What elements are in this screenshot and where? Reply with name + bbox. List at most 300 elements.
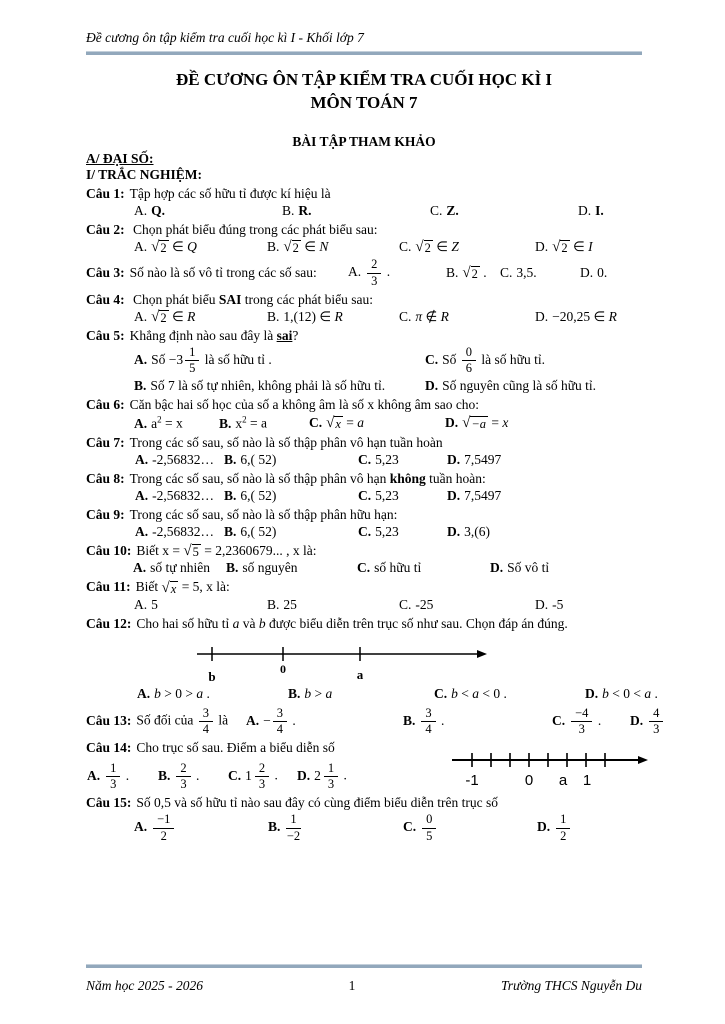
text-token: = 5, x là: — [178, 579, 230, 595]
option-content — [152, 524, 214, 539]
option-key: D. — [447, 523, 461, 539]
option-12-C — [434, 686, 585, 702]
option-content — [151, 597, 158, 612]
square-root — [326, 416, 343, 431]
option-key: B. — [224, 451, 237, 467]
question-text — [86, 578, 642, 595]
option-content — [263, 705, 296, 736]
option-content — [552, 309, 617, 324]
text-token: = — [488, 414, 503, 430]
text-token: . — [192, 767, 200, 783]
option-content — [552, 597, 563, 612]
text-token: số nguyên — [242, 560, 298, 576]
question-text — [86, 470, 642, 487]
option-key: A. — [134, 596, 148, 612]
text-token: I — [588, 239, 593, 254]
text-token: − — [263, 712, 271, 728]
text-token: a — [357, 414, 365, 430]
text-token: = — [342, 414, 358, 430]
options-row — [86, 685, 658, 702]
question-label: Câu 13: — [86, 712, 132, 728]
question-label: Câu 7: — [86, 434, 125, 450]
text-token: > 0 > — [160, 685, 197, 701]
option-content — [174, 761, 200, 792]
text-token: Z — [451, 239, 459, 254]
option-content — [283, 597, 297, 612]
option-key: B. — [219, 415, 232, 431]
option-key: D. — [537, 819, 551, 835]
footer-page-number: 1 — [348, 978, 356, 993]
text-token: −20,25 ∈ — [552, 308, 609, 324]
option-key: C. — [358, 523, 372, 539]
fraction-numerator: 1 — [185, 346, 199, 361]
option-key: B. — [267, 596, 280, 612]
text-token: số tự nhiên — [150, 560, 210, 576]
text-token: Q. — [151, 203, 166, 218]
question-2 — [86, 221, 642, 255]
option-content — [283, 309, 342, 324]
option-key: C. — [358, 487, 372, 503]
option-content — [245, 761, 278, 792]
option-3-D — [580, 265, 607, 280]
option-9-A — [135, 524, 224, 540]
option-key: D. — [425, 378, 439, 394]
text-token: là số hữu tỉ . — [201, 351, 272, 367]
text-token: số hữu tỉ — [374, 560, 422, 576]
option-content — [420, 812, 438, 843]
text-token: Trong các số sau, số nào là số thập phân vô hạn tuần hoàn — [129, 434, 443, 450]
option-content — [595, 203, 604, 218]
option-13-A — [246, 705, 296, 736]
option-key: C. — [434, 685, 448, 701]
option-content — [464, 452, 501, 467]
option-key: D. — [535, 239, 549, 254]
fraction — [421, 707, 435, 736]
option-key: A. — [135, 523, 149, 539]
page-header — [86, 30, 642, 55]
option-2-C — [399, 239, 535, 255]
power-exponent: 2 — [242, 414, 247, 425]
question-text-and-options — [86, 739, 426, 792]
option-1-A — [134, 203, 282, 219]
text-token: b — [258, 615, 266, 631]
option-key: A. — [348, 264, 362, 280]
question-inline-row — [86, 257, 642, 288]
option-content — [442, 378, 596, 393]
options-row — [86, 597, 642, 613]
text-token: tuần hoàn: — [425, 470, 486, 486]
axis-label: 0 — [280, 661, 286, 676]
square-root — [552, 240, 569, 255]
question-text — [86, 615, 642, 632]
square-root — [462, 416, 488, 431]
option-key: D. — [535, 308, 549, 324]
text-token: là số hữu tỉ. — [478, 351, 545, 367]
option-12-D — [585, 686, 658, 702]
fraction-numerator: 2 — [255, 762, 269, 777]
radicand: −a — [471, 417, 487, 432]
option-content — [451, 686, 507, 701]
fraction-numerator: 4 — [649, 707, 663, 722]
radical-sign: √ — [161, 579, 170, 596]
option-key: C. — [399, 308, 412, 324]
square-root — [415, 240, 432, 255]
text-token: Q — [187, 239, 197, 254]
text-token: I. — [595, 203, 604, 218]
question-label: Câu 9: — [86, 506, 125, 522]
text-token: Trong các số sau, số nào là số thập phân vô hạn — [129, 470, 390, 486]
text-token: Biết — [135, 579, 162, 595]
text-token: b — [154, 685, 161, 701]
fraction-numerator: 1 — [106, 762, 120, 777]
option-3-C — [500, 265, 537, 280]
option-8-C — [358, 488, 447, 504]
question-label: Câu 14: — [86, 740, 132, 756]
questions-list — [86, 185, 660, 844]
option-key: B. — [134, 378, 147, 394]
option-content — [304, 686, 332, 701]
option-7-C — [358, 452, 447, 468]
option-4-D — [535, 309, 642, 325]
text-token: 6,( 52) — [240, 487, 277, 503]
radical-sign: √ — [415, 239, 424, 256]
fraction — [199, 707, 213, 736]
option-content — [298, 203, 311, 218]
section-dai-so: A/ ĐẠI SỐ: — [86, 151, 154, 166]
text-token: = 2,2360679... , x là: — [200, 542, 317, 558]
options-row — [86, 524, 642, 540]
options-row — [86, 452, 642, 468]
question-text — [86, 396, 642, 413]
text-token: Căn bậc hai số học của số a không âm là số x không âm sao cho: — [129, 397, 480, 413]
options-row — [86, 239, 642, 255]
text-token: a — [325, 685, 333, 701]
fraction-numerator: 1 — [286, 813, 300, 828]
option-content — [154, 686, 210, 701]
option-content — [283, 239, 328, 254]
title-line-2: MÔN TOÁN 7 — [310, 93, 418, 112]
fraction — [556, 813, 570, 842]
question-inline-row — [86, 705, 660, 737]
document-title — [86, 68, 642, 114]
mixed-number — [245, 761, 271, 792]
radicand: 2 — [292, 241, 299, 256]
option-14-C — [228, 761, 297, 792]
option-3-B — [446, 265, 487, 280]
option-key: D. — [445, 414, 459, 430]
option-key: C. — [309, 414, 323, 430]
axis-label: a — [356, 666, 364, 682]
option-11-A — [134, 597, 267, 613]
option-6-B — [219, 414, 309, 432]
option-content — [552, 239, 593, 254]
subtitle: BÀI TẬP THAM KHẢO — [292, 134, 436, 149]
page-footer — [86, 964, 642, 994]
question-text — [86, 506, 642, 523]
fraction-numerator: 0 — [462, 346, 476, 361]
text-token: là — [215, 712, 229, 728]
option-key: D. — [535, 596, 549, 612]
option-2-A — [134, 239, 267, 255]
axis-label: a — [558, 772, 568, 790]
text-token: 3,5. — [516, 265, 537, 281]
option-6-D — [445, 415, 642, 431]
option-content — [284, 812, 302, 843]
option-13-D — [630, 705, 665, 736]
options-row — [86, 812, 642, 843]
option-content — [151, 239, 197, 254]
option-content — [464, 488, 501, 503]
option-key: B. — [267, 308, 280, 324]
options-row — [86, 761, 426, 792]
option-key: A. — [134, 415, 148, 431]
option-4-B — [267, 309, 399, 325]
option-key: D. — [580, 265, 594, 281]
option-10-B — [226, 560, 357, 576]
fraction-denominator: 4 — [276, 722, 283, 736]
text-token: Số −3 — [151, 351, 184, 367]
text-token: x — [502, 414, 509, 430]
option-content — [151, 345, 272, 376]
text-token: a — [232, 615, 240, 631]
text-token: . — [594, 712, 602, 728]
question-14 — [86, 739, 642, 792]
text-token: Số vô tỉ — [507, 560, 550, 576]
question-label: Câu 10: — [86, 542, 132, 558]
option-key: A. — [135, 487, 149, 503]
mixed-number — [314, 761, 340, 792]
power-base: a — [151, 415, 158, 431]
option-key: B. — [268, 819, 281, 835]
radical-sign: √ — [183, 543, 192, 560]
text-token: ∈ — [300, 239, 320, 254]
option-8-B — [224, 488, 358, 504]
fraction-denominator: 6 — [465, 361, 473, 376]
text-token: Cho hai số hữu tỉ — [136, 615, 233, 631]
text-token: -2,56832… — [152, 487, 214, 503]
text-token: 5,23 — [375, 523, 399, 539]
option-content — [647, 705, 665, 736]
fraction — [571, 707, 592, 736]
option-content — [516, 265, 536, 280]
option-content — [240, 452, 276, 467]
question-text — [86, 265, 348, 281]
text-token: 5,23 — [375, 451, 399, 467]
text-token: Số 7 là số tự nhiên, không phải là số hữu tỉ. — [150, 378, 386, 394]
option-11-D — [535, 597, 642, 613]
text-token: > — [311, 685, 326, 701]
radicand: x — [170, 581, 177, 596]
question-text — [86, 434, 642, 451]
fraction-denominator: 5 — [426, 828, 433, 843]
fraction-denominator: 3 — [371, 273, 378, 288]
option-key: D. — [297, 767, 311, 783]
text-token: 7,5497 — [464, 451, 502, 467]
option-key: A. — [134, 203, 148, 218]
text-token: Chọn phát biểu — [129, 291, 219, 307]
option-content — [415, 597, 433, 612]
square-root — [151, 240, 168, 255]
text-token: . — [203, 685, 210, 701]
option-content — [374, 560, 421, 575]
text-token: ∈ — [432, 239, 452, 254]
square-root — [151, 310, 168, 325]
fraction-numerator: 1 — [556, 813, 570, 828]
question-label: Câu 12: — [86, 615, 132, 631]
question-1 — [86, 185, 642, 219]
question-8 — [86, 470, 642, 504]
option-key: C. — [228, 767, 242, 783]
option-3-A — [348, 257, 391, 288]
text-token: -25 — [415, 596, 434, 612]
text-token: a — [196, 685, 204, 701]
option-14-D — [297, 761, 426, 792]
option-key: A. — [246, 712, 260, 728]
option-content — [104, 761, 130, 792]
option-key: A. — [87, 767, 101, 783]
power-exponent: 2 — [157, 414, 162, 425]
radicand: x — [335, 417, 341, 432]
square-root — [462, 266, 479, 281]
text-token: 1,(12) ∈ — [283, 308, 335, 324]
text-token: Số — [442, 351, 460, 367]
fraction-denominator: 3 — [578, 722, 585, 736]
question-text — [86, 291, 642, 308]
radical-sign: √ — [552, 239, 561, 256]
options-row — [86, 414, 642, 432]
option-key: A. — [137, 685, 151, 701]
fraction — [367, 258, 381, 287]
option-key: B. — [226, 560, 239, 576]
option-14-A — [87, 761, 158, 792]
text-token: R — [187, 308, 196, 324]
option-key: C. — [552, 712, 566, 728]
option-key: B. — [224, 487, 237, 503]
option-key: C. — [399, 596, 412, 612]
text-token: . — [479, 264, 487, 280]
number-line-b0a — [195, 638, 495, 684]
option-key: D. — [447, 451, 461, 467]
text-token: Trong các số sau, số nào là số thập phân hữu hạn: — [129, 506, 398, 522]
option-content — [597, 265, 607, 280]
text-token: ∈ — [569, 239, 589, 254]
option-key: D. — [630, 712, 644, 728]
text-token: Z. — [446, 203, 459, 218]
footer-school-year: Năm học 2025 - 2026 — [86, 978, 203, 993]
text-token: b — [451, 685, 458, 701]
option-8-A — [135, 488, 224, 504]
text-token: ∉ — [425, 308, 441, 324]
fraction-numerator: 2 — [176, 762, 190, 777]
option-content — [464, 524, 490, 539]
text-token: 7,5497 — [464, 487, 502, 503]
radical-sign: √ — [151, 239, 160, 256]
option-key: A. — [134, 819, 148, 835]
option-key: C. — [500, 265, 513, 281]
header-rule — [86, 51, 642, 55]
option-10-C — [357, 560, 490, 576]
fraction-denominator: 5 — [189, 361, 196, 376]
text-token: R — [334, 308, 343, 324]
option-content — [314, 761, 347, 792]
option-content — [569, 705, 602, 736]
number-line-a-between-0-1 — [452, 748, 652, 790]
question-text — [86, 706, 246, 737]
option-key: B. — [282, 203, 295, 218]
option-12-A — [137, 686, 288, 702]
option-key: D. — [578, 203, 592, 218]
text-token: -2,56832… — [152, 523, 214, 539]
question-text — [86, 739, 426, 756]
option-key: C. — [357, 560, 371, 576]
option-content — [442, 345, 545, 376]
text-token: -2,56832… — [152, 451, 214, 467]
text-token: trong các phát biểu sau: — [241, 291, 373, 307]
axis-label: 1 — [582, 772, 592, 790]
question-label: Câu 1: — [86, 186, 125, 201]
option-key: B. — [158, 767, 171, 783]
text-token: 5 — [151, 596, 158, 612]
option-4-C — [399, 309, 535, 325]
text-token: a — [472, 685, 479, 701]
question-5 — [86, 327, 642, 394]
option-4-A — [134, 309, 267, 325]
text-token: 3,(6) — [464, 523, 490, 539]
question-text — [86, 542, 642, 559]
text-token: . — [271, 767, 278, 783]
mixed-integer: 1 — [245, 767, 252, 783]
text-token: -5 — [552, 596, 564, 612]
option-key: C. — [403, 819, 417, 835]
option-key: A. — [134, 239, 148, 254]
option-1-D — [578, 203, 642, 219]
radicand: 2 — [424, 241, 431, 256]
fraction — [462, 346, 476, 375]
square-root — [162, 581, 179, 596]
radicand: 2 — [160, 241, 167, 256]
text-token: . — [340, 767, 347, 783]
question-label: Câu 4: — [86, 291, 125, 307]
option-1-B — [282, 203, 430, 219]
text-token: 5,23 — [375, 487, 399, 503]
option-content — [235, 416, 267, 431]
fraction-denominator: 2 — [160, 828, 167, 843]
text-token: ∈ — [168, 308, 188, 324]
question-6 — [86, 396, 642, 432]
question-11 — [86, 578, 642, 612]
options-row — [86, 488, 642, 504]
options-row — [86, 345, 642, 394]
option-key: B. — [446, 264, 459, 280]
option-9-D — [447, 524, 642, 540]
option-content — [507, 560, 549, 575]
fraction-denominator: 3 — [327, 777, 335, 792]
option-9-C — [358, 524, 447, 540]
option-key: D. — [490, 560, 504, 576]
text-token: Số nào là số vô tỉ trong các số sau: — [129, 265, 317, 281]
option-13-B — [403, 705, 445, 736]
fraction-denominator: 3 — [180, 777, 187, 792]
power-expression — [235, 416, 246, 431]
option-5-D — [425, 378, 642, 394]
radical-sign: √ — [326, 415, 335, 432]
option-content — [419, 705, 445, 736]
text-token: sai — [276, 328, 293, 344]
option-content — [151, 812, 176, 843]
square-root — [183, 544, 200, 559]
title-line-1: ĐỀ CƯƠNG ÔN TẬP KIỂM TRA CUỐI HỌC KÌ I — [175, 70, 553, 89]
fraction-numerator: −4 — [571, 707, 592, 722]
